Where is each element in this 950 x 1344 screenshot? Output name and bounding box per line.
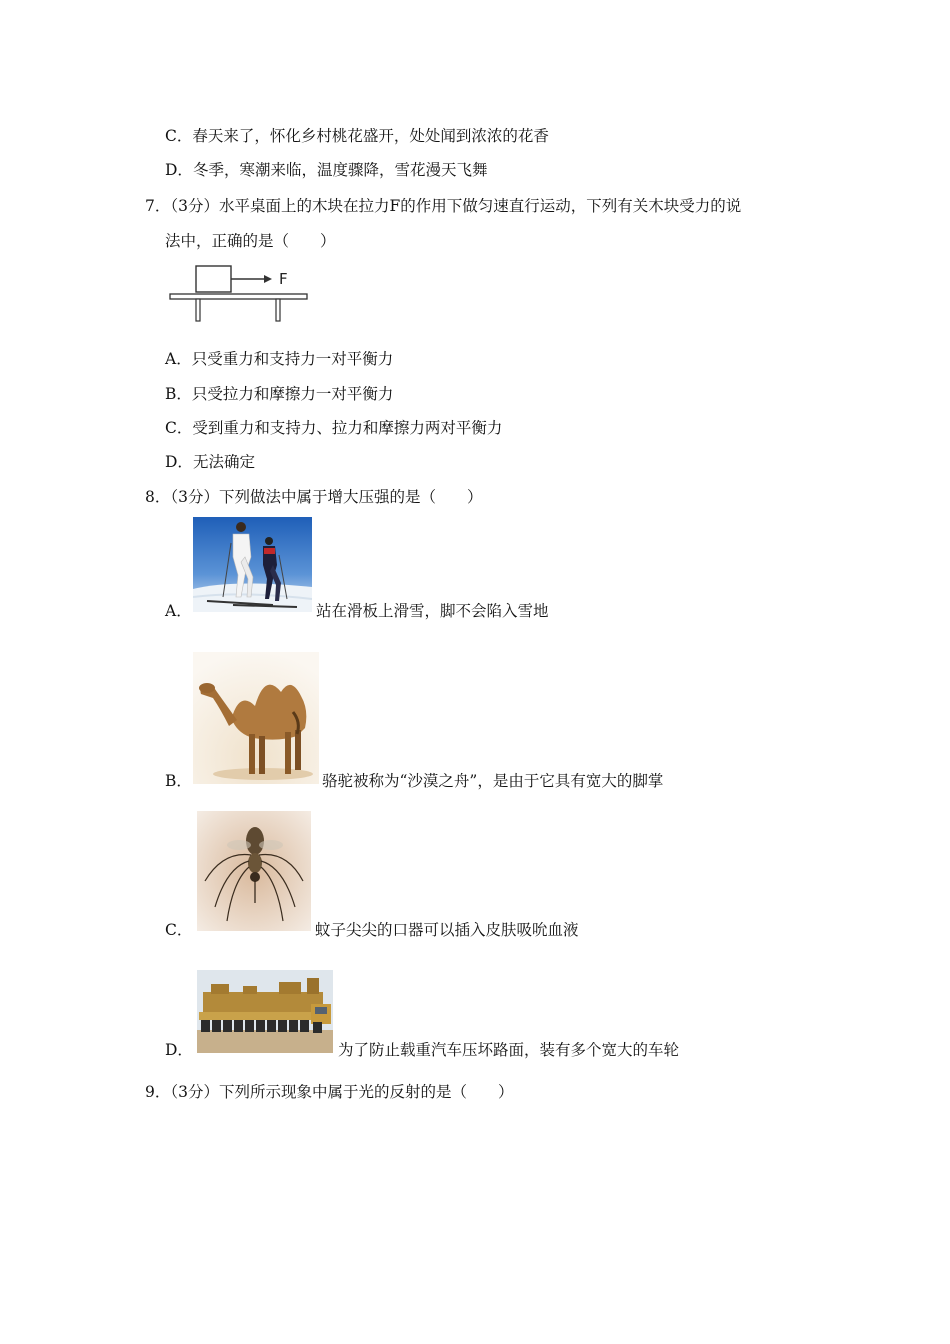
question-stem: 法中，正确的是（ ） xyxy=(165,232,336,250)
q7-block-on-table-figure xyxy=(168,264,310,326)
heavy-truck-photo xyxy=(197,970,333,1053)
q9-stem xyxy=(145,1082,514,1102)
option-text: 冬季，寒潮来临，温度骤降，雪花漫天飞舞 xyxy=(192,161,488,179)
option-letter: C． xyxy=(165,419,193,437)
question-score: （3分） xyxy=(170,1083,219,1101)
option-letter: A． xyxy=(165,350,192,368)
q8-option-d-text xyxy=(338,1040,679,1060)
q8-stem xyxy=(145,487,483,507)
question-number: 9． xyxy=(145,1083,171,1101)
q8-option-b xyxy=(165,771,192,791)
question-score: （3分） xyxy=(170,197,219,215)
q6-option-d xyxy=(165,160,487,180)
question-number: 8． xyxy=(145,488,171,506)
q8-option-c-text xyxy=(315,920,579,940)
option-text: 只受拉力和摩擦力一对平衡力 xyxy=(191,385,394,403)
option-letter: D． xyxy=(165,453,193,471)
q7-option-c xyxy=(165,418,502,438)
question-score: （3分） xyxy=(170,488,219,506)
camel-photo xyxy=(193,652,319,784)
q8-option-d xyxy=(165,1040,193,1060)
question-stem: 下列做法中属于增大压强的是（ ） xyxy=(219,488,483,506)
mosquito-photo xyxy=(197,811,311,931)
q7-option-b xyxy=(165,384,393,404)
option-text: 站在滑板上滑雪，脚不会陷入雪地 xyxy=(316,602,549,620)
option-text: 为了防止载重汽车压坏路面，装有多个宽大的车轮 xyxy=(338,1041,680,1059)
q7-stem-line1 xyxy=(145,196,741,216)
option-text: 骆驼被称为“沙漠之舟”，是由于它具有宽大的脚掌 xyxy=(322,772,664,790)
option-text: 春天来了，怀化乡村桃花盛开，处处闻到浓浓的花香 xyxy=(192,127,549,145)
q7-option-a xyxy=(165,349,393,369)
q7-option-d xyxy=(165,452,255,472)
question-number: 7． xyxy=(145,197,171,215)
question-stem: 下列所示现象中属于光的反射的是（ ） xyxy=(219,1083,514,1101)
option-letter: B． xyxy=(165,385,192,403)
option-letter: A． xyxy=(165,602,192,620)
q8-option-c xyxy=(165,920,192,940)
force-label: F xyxy=(279,270,288,288)
question-stem: 水平桌面上的木块在拉力F的作用下做匀速直行运动，下列有关木块受力的说 xyxy=(219,197,742,215)
q6-option-c xyxy=(165,126,549,146)
option-letter: B． xyxy=(165,772,192,790)
option-text: 蚊子尖尖的口器可以插入皮肤吸吮血液 xyxy=(315,921,579,939)
q7-stem-line2 xyxy=(165,231,336,251)
skiers-photo xyxy=(193,517,312,612)
option-letter: C． xyxy=(165,921,193,939)
option-text: 只受重力和支持力一对平衡力 xyxy=(191,350,394,368)
q8-option-a xyxy=(165,601,192,621)
option-letter: D． xyxy=(165,1041,193,1059)
q8-option-a-text xyxy=(316,601,549,621)
option-text: 受到重力和支持力、拉力和摩擦力两对平衡力 xyxy=(192,419,503,437)
option-text: 无法确定 xyxy=(192,453,255,471)
option-letter: D． xyxy=(165,161,193,179)
option-letter: C． xyxy=(165,127,193,145)
q8-option-b-text xyxy=(322,771,663,791)
